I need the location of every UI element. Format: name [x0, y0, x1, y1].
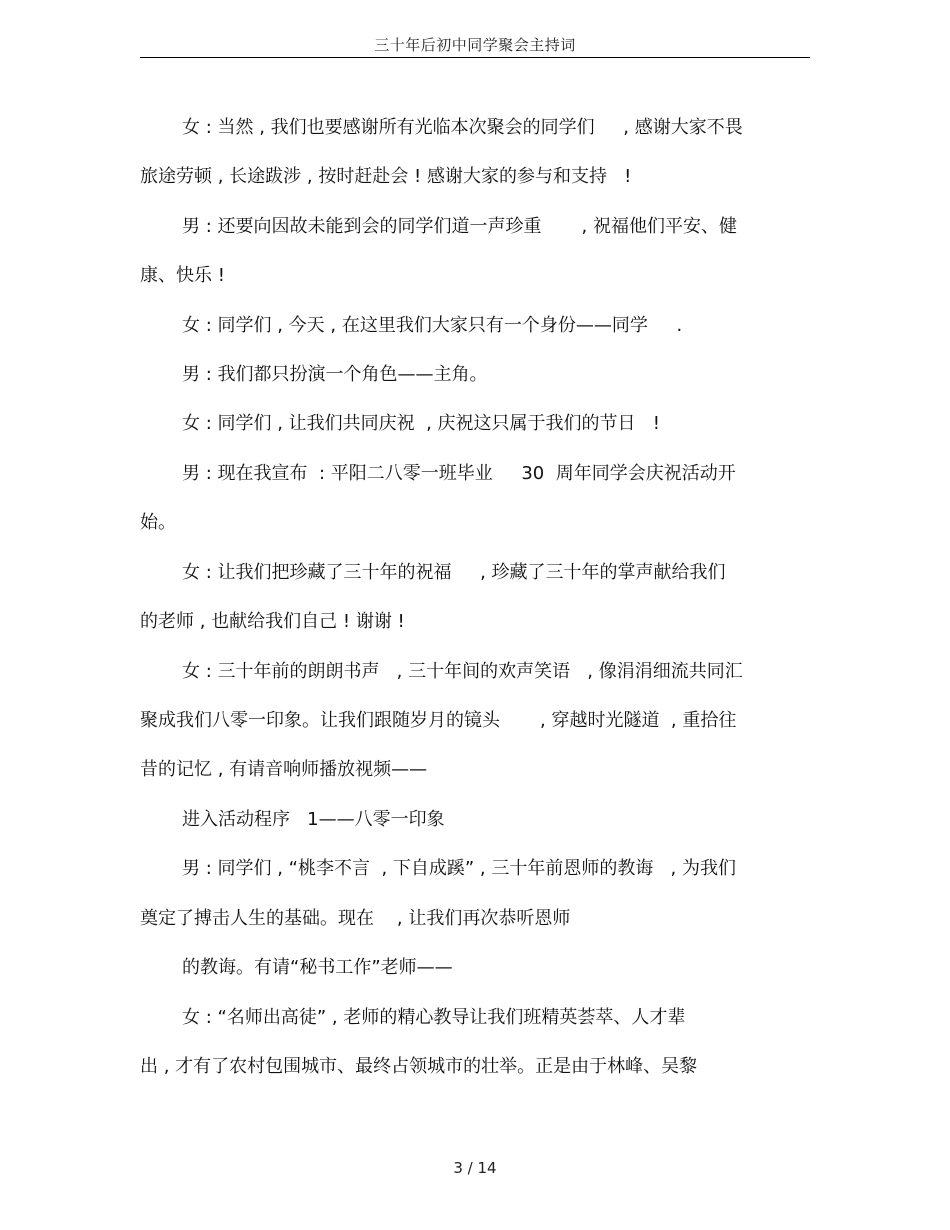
page-indicator: 3 / 14: [453, 1159, 497, 1177]
text-line: 男 : 还要向因故未能到会的同学们道一声珍重 , 祝福他们平安、健: [182, 216, 738, 237]
text-line: 女 : 同学们 , 今天 , 在这里我们大家只有一个身份——同学 .: [182, 315, 683, 336]
text-line: 男 : 现在我宣布 : 平阳二八零一班毕业 30 周年同学会庆祝活动开: [182, 463, 736, 484]
text-line: 女 : 当然 , 我们也要感谢所有光临本次聚会的同学们 , 感谢大家不畏: [182, 117, 743, 138]
text-line: 的教诲。有请“秘书工作”老师——: [182, 957, 453, 978]
text-line: 出 , 才有了农村包围城市、最终占领城市的壮举。正是由于林峰、吴黎: [140, 1056, 698, 1077]
text-line: 聚成我们八零一印象。让我们跟随岁月的镜头 , 穿越时光隧道 , 重拾往: [140, 710, 737, 731]
text-line: 进入活动程序 1——八零一印象: [182, 809, 445, 830]
text-line: 女 : 同学们 , 让我们共同庆祝 , 庆祝这只属于我们的节日 !: [182, 413, 660, 434]
text-line: 奠定了搏击人生的基础。现在 , 让我们再次恭听恩师: [140, 908, 571, 929]
text-line: 女 : “名师出高徒” , 老师的精心教导让我们班精英荟萃、人才辈: [182, 1007, 686, 1028]
text-line: 男 : 同学们 , “桃李不言 , 下自成蹊” , 三十年前恩师的教诲 , 为我们: [182, 858, 736, 879]
text-line: 康、快乐 !: [140, 265, 225, 286]
text-line: 女 : 三十年前的朗朗书声 , 三十年间的欢声笑语 , 像涓涓细流共同汇: [182, 661, 743, 682]
header-rule: [140, 57, 810, 58]
text-line: 旅途劳顿 , 长途跋涉 , 按时赶赴会 ! 感谢大家的参与和支持 !: [140, 166, 632, 187]
page-header-title: 三十年后初中同学聚会主持词: [374, 36, 576, 54]
text-line: 的老师 , 也献给我们自己 ! 谢谢 !: [140, 611, 405, 632]
text-line: 男 : 我们都只扮演一个角色——主角。: [182, 364, 488, 385]
text-line: 昔的记忆 , 有请音响师播放视频——: [140, 759, 428, 780]
text-line: 女 : 让我们把珍藏了三十年的祝福 , 珍藏了三十年的掌声献给我们: [182, 562, 726, 583]
text-line: 始。: [140, 512, 176, 533]
